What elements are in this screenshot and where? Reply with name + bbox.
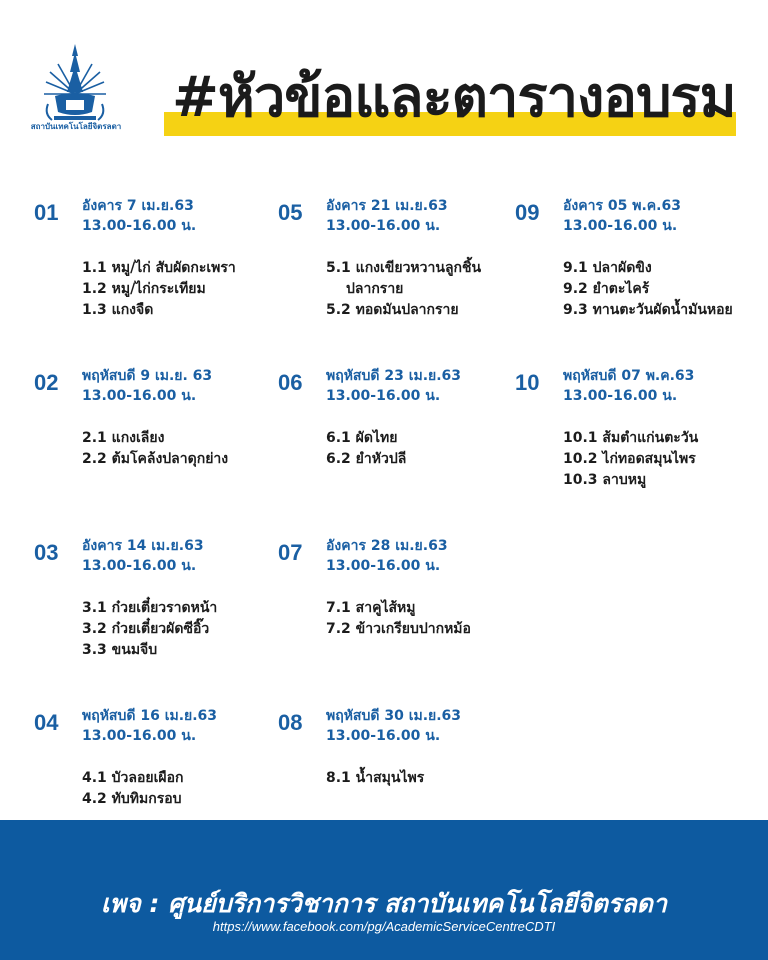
session-date: อังคาร 7 เม.ย.63 [82, 198, 194, 214]
session-time: 13.00-16.00 น. [326, 728, 441, 744]
page-title-block [152, 56, 742, 146]
session-time: 13.00-16.00 น. [82, 558, 197, 574]
session-number: 07 [278, 540, 303, 565]
session-date: อังคาร 05 พ.ค.63 [563, 198, 681, 214]
logo-text: สถาบันเทคโนโลยีจิตรลดา [30, 122, 122, 131]
session-date: พฤหัสบดี 07 พ.ค.63 [563, 368, 695, 384]
session-number: 02 [34, 370, 59, 395]
session-date: พฤหัสบดี 30 เม.ย.63 [326, 708, 462, 724]
session-number: 03 [34, 540, 59, 565]
menu-item: 3.2 ก๋วยเตี๋ยวผัดซีอิ๊ว [82, 621, 210, 637]
menu-item: 3.3 ขนมจีบ [82, 642, 158, 658]
menu-item: 1.3 แกงจืด [82, 302, 154, 318]
session-date: อังคาร 14 เม.ย.63 [82, 538, 204, 554]
menu-item: 5.1 แกงเขียวหวานลูกชิ้น [326, 260, 482, 276]
session-number: 06 [278, 370, 303, 395]
session-time: 13.00-16.00 น. [326, 558, 441, 574]
institute-logo [30, 42, 120, 147]
session-time: 13.00-16.00 น. [82, 218, 197, 234]
session-date: พฤหัสบดี 9 เม.ย. 63 [82, 368, 213, 384]
session-number: 09 [515, 200, 540, 225]
menu-item: 7.2 ข้าวเกรียบปากหม้อ [326, 621, 471, 637]
menu-item: 8.1 น้ำสมุนไพร [326, 770, 425, 786]
menu-item: 1.2 หมู/ไก่กระเทียม [82, 281, 206, 297]
session-number: 05 [278, 200, 303, 225]
menu-item: 1.1 หมู/ไก่ สับผัดกะเพรา [82, 260, 236, 276]
session-number: 01 [34, 200, 59, 225]
menu-item: 9.2 ยำตะไคร้ [563, 281, 650, 297]
session-date: อังคาร 21 เม.ย.63 [326, 198, 448, 214]
footer-banner [0, 820, 768, 960]
session-date: พฤหัสบดี 23 เม.ย.63 [326, 368, 462, 384]
session-number: 10 [515, 370, 540, 395]
menu-item: 3.1 ก๋วยเตี๋ยวราดหน้า [82, 600, 218, 616]
session-date: อังคาร 28 เม.ย.63 [326, 538, 448, 554]
session-time: 13.00-16.00 น. [326, 388, 441, 404]
menu-item: 10.1 ส้มตำแก่นตะวัน [563, 430, 699, 446]
menu-item: 9.1 ปลาผัดขิง [563, 260, 652, 276]
session-time: 13.00-16.00 น. [563, 388, 678, 404]
menu-item: 5.2 ทอดมันปลากราย [326, 302, 459, 318]
menu-item: 10.3 ลาบหมู [563, 472, 647, 488]
session-number: 04 [34, 710, 59, 735]
menu-item: 4.1 บัวลอยเผือก [82, 770, 184, 786]
menu-item: ปลากราย [346, 281, 404, 297]
menu-item: 9.3 ทานตะวันผัดน้ำมันหอย [563, 302, 733, 318]
menu-item: 6.1 ผัดไทย [326, 430, 398, 446]
session-number: 08 [278, 710, 303, 735]
session-time: 13.00-16.00 น. [82, 388, 197, 404]
session-time: 13.00-16.00 น. [82, 728, 197, 744]
menu-item: 4.2 ทับทิมกรอบ [82, 791, 182, 807]
session-time: 13.00-16.00 น. [326, 218, 441, 234]
session-time: 13.00-16.00 น. [563, 218, 678, 234]
menu-item: 7.1 สาคูไส้หมู [326, 600, 416, 616]
menu-item: 2.1 แกงเลียง [82, 430, 165, 446]
menu-item: 10.2 ไก่ทอดสมุนไพร [563, 451, 696, 467]
page-title: #หัวข้อและตารางอบรม [172, 65, 736, 130]
footer-url-link[interactable]: https://www.facebook.com/pg/AcademicServiceCentreCDTI [212, 919, 556, 934]
menu-item: 6.2 ยำหัวปลี [326, 451, 407, 467]
session-date: พฤหัสบดี 16 เม.ย.63 [82, 708, 218, 724]
menu-item: 2.2 ต้มโคล้งปลาดุกย่าง [82, 451, 229, 467]
footer-page-name: เพจ : ศูนย์บริการวิชาการ สถาบันเทคโนโลยีจิตรลดา [101, 889, 667, 918]
